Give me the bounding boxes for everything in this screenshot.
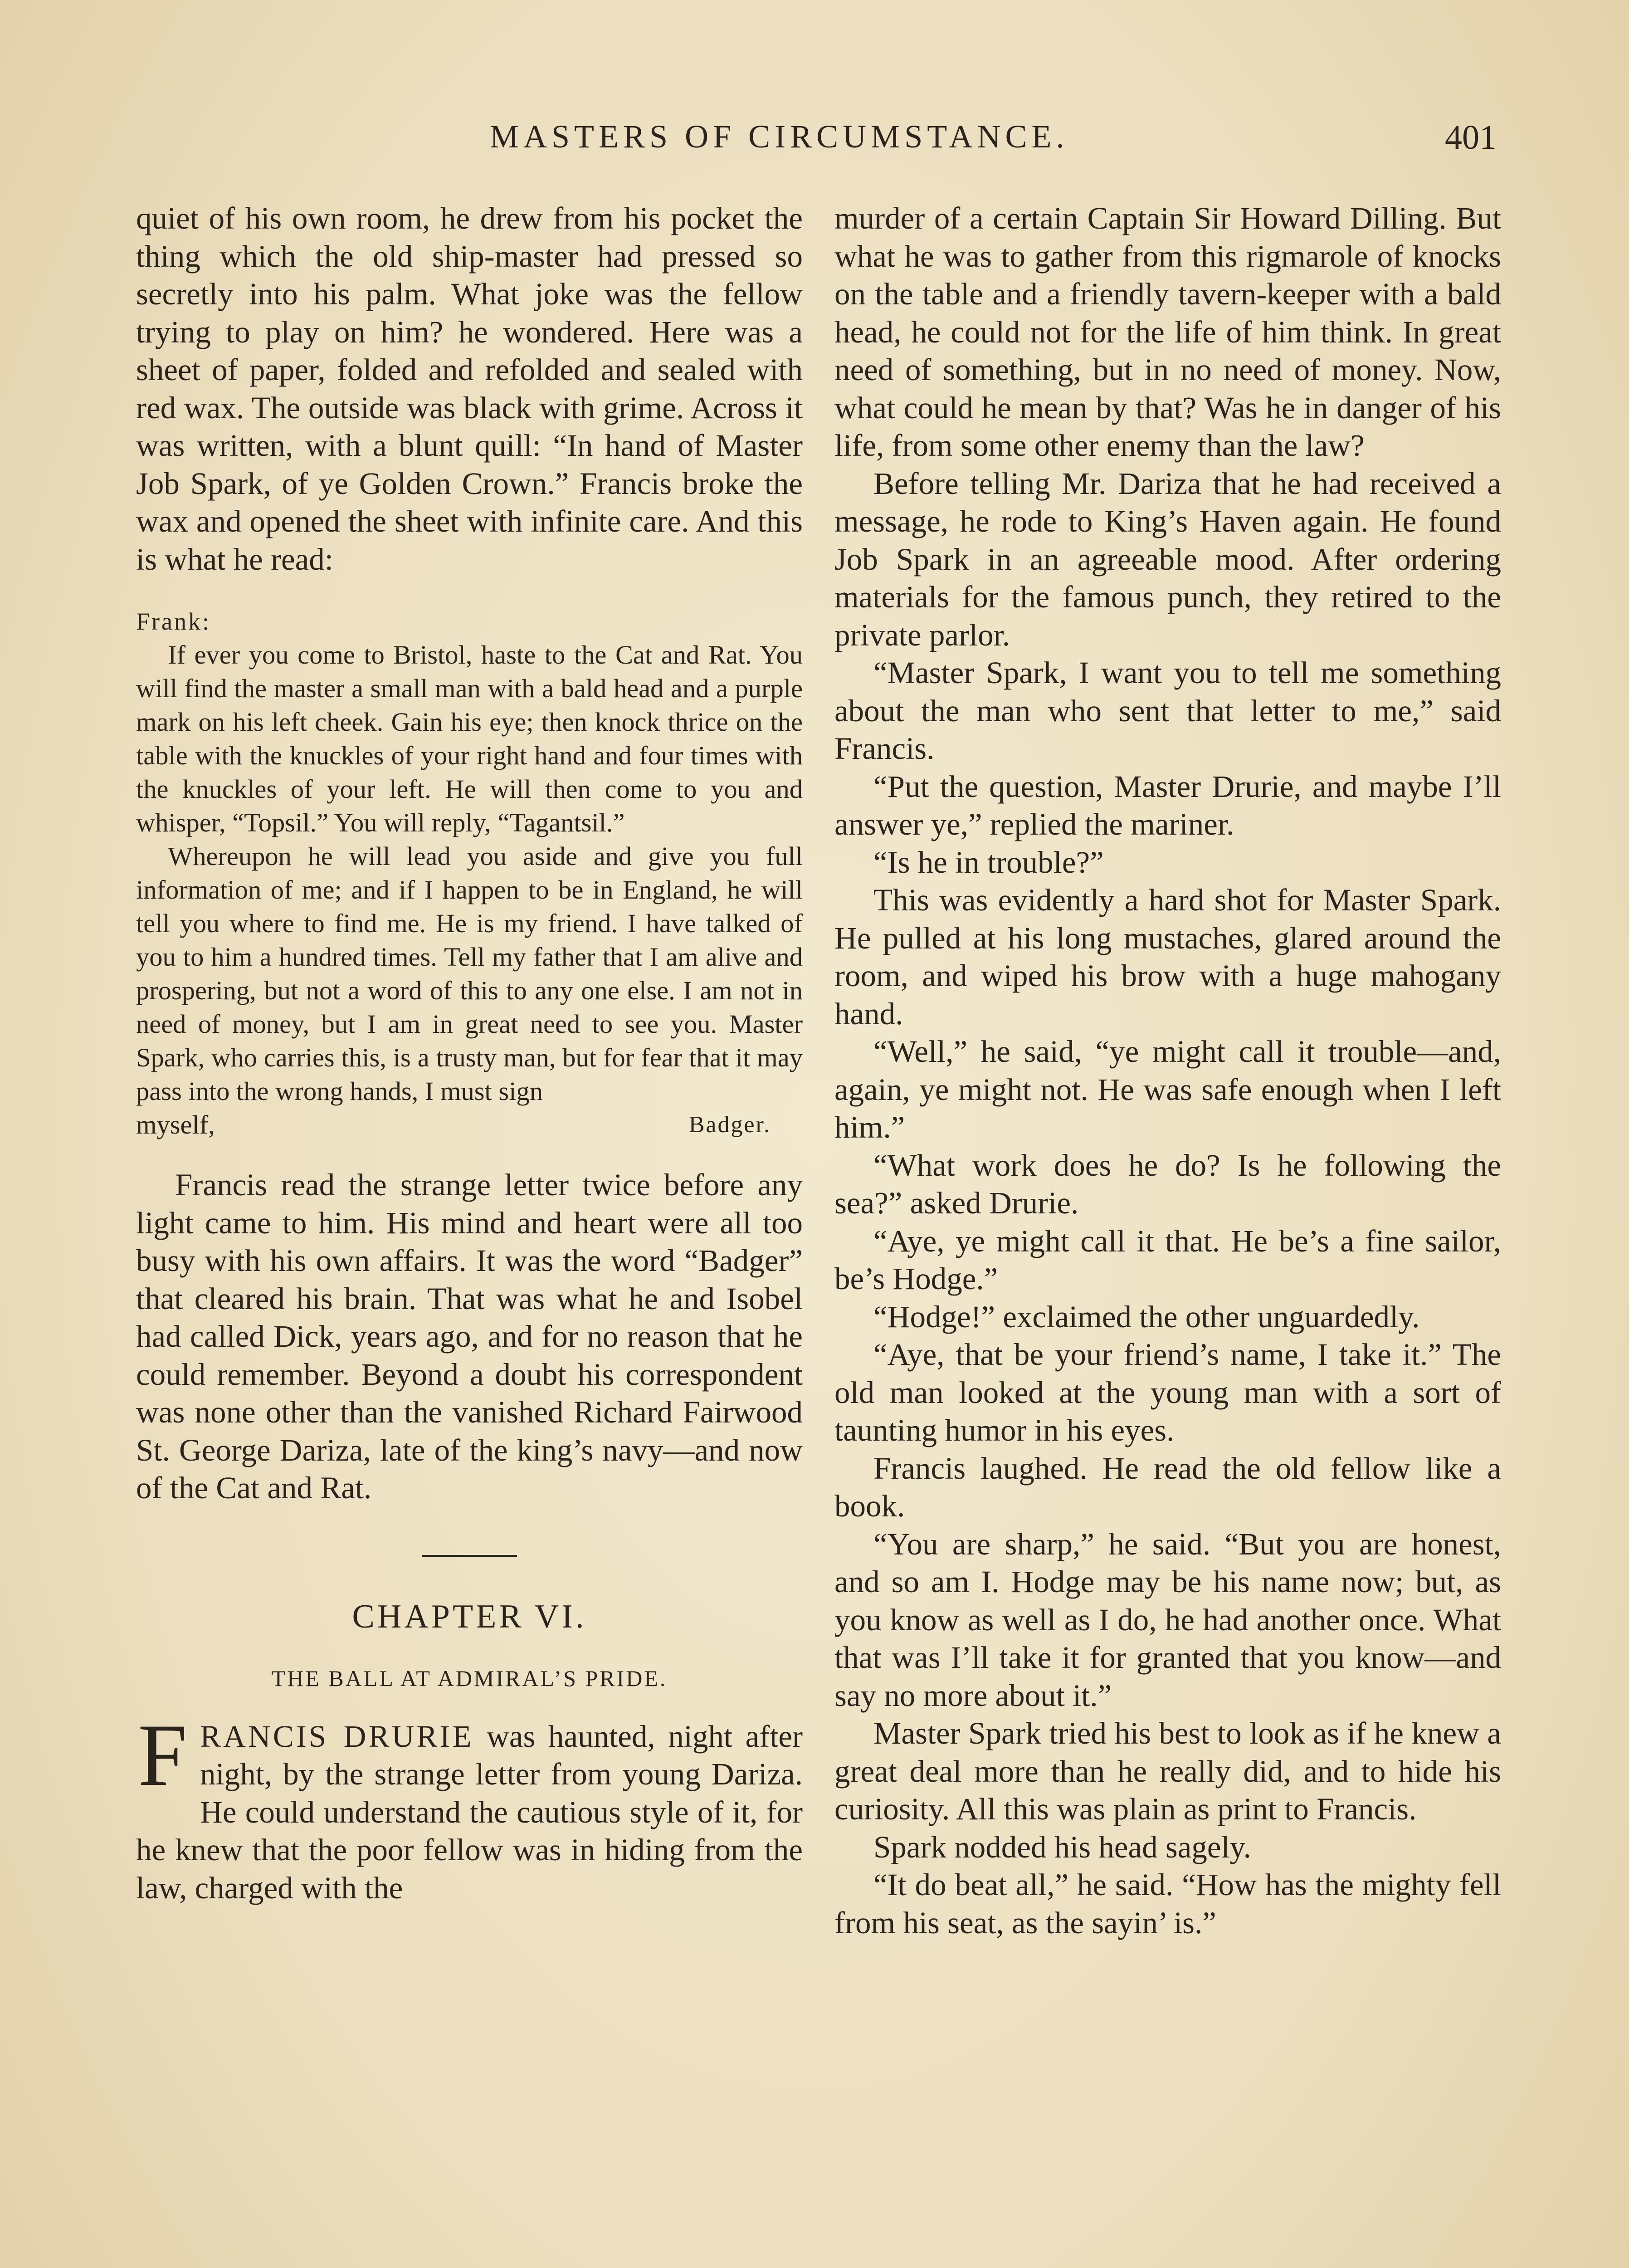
- running-title: MASTERS OF CIRCUMSTANCE.: [490, 118, 1069, 155]
- letter-paragraph: If ever you come to Bristol, haste to the Cat and Rat. You will find the master a small man with a bald head and a purple mark on his left cheek. Gain his eye; then knock thrice on the table with the knuckles of your right hand and four times with the knuckles of your left. He will then come to you and whisper, “Topsil.” You will reply, “Tagantsil.”: [136, 640, 803, 837]
- paragraph: “Well,” he said, “ye might call it trouble—and, again, ye might not. He was safe enough when I left him.”: [834, 1034, 1501, 1144]
- paragraph: “You are sharp,” he said. “But you are honest, and so am I. Hodge may be his name now; but, as you know as well as I do, he had another once. What that was I’ll take it for granted that you know—and say no more about it.”: [834, 1526, 1501, 1713]
- letter-paragraph: Whereupon he will lead you aside and give you full information of me; and if I happen to be in England, he will tell you where to find me. He is my friend. I have talked of you to him a hundred times. Tell my father that I am alive and prospering, but not a word of this to any one else. I am not in need of money, but I am in great need to see you. Master Spark, who carries this, is a trusty man, but for fear that it may pass into the wrong hands, I must sign: [136, 841, 803, 1106]
- paragraph: Francis read the strange letter twice before any light came to him. His mind and heart were all too busy with his own affairs. It was the word “Badger” that cleared his brain. That was what he and Isobel had called Dick, years ago, and for no reason that he could remember. Beyond a doubt his correspondent was none other than the vanished Richard Fairwood St. George Dariza, late of the king’s navy—and now of the Cat and Rat.: [136, 1168, 803, 1505]
- paragraph: “Aye, ye might call it that. He be’s a fine sailor, be’s Hodge.”: [834, 1223, 1501, 1296]
- chapter-heading: CHAPTER VI.: [352, 1598, 587, 1635]
- paragraph: Francis laughed. He read the old fellow like a book.: [834, 1451, 1501, 1523]
- paragraph: Master Spark tried his best to look as if he knew a great deal more than he really did, and to hide his curiosity. All this was plain as print to Francis.: [834, 1716, 1501, 1826]
- letter-closing: [136, 1108, 803, 1142]
- paragraph: quiet of his own room, he drew from his pocket the thing which the old ship-master had pressed so secretly into his palm. What joke was the fellow trying to play on him? he wondered. Here was a sheet of paper, folded and refolded and sealed with red wax. The outside was black with grime. Across it was written, with a blunt quill: “In hand of Master Job Spark, of ye Golden Crown.” Francis broke the wax and opened the sheet with infinite care. And this is what he read:: [136, 201, 803, 577]
- paragraph: “Is he in trouble?”: [873, 845, 1104, 880]
- letter: [136, 605, 803, 1142]
- section-divider: [422, 1555, 517, 1557]
- opening-words: RANCIS DRURIE: [200, 1719, 474, 1754]
- paragraph: Spark nodded his head sagely.: [873, 1829, 1251, 1864]
- page-header: [136, 113, 1497, 172]
- paragraph: murder of a certain Captain Sir Howard Dilling. But what he was to gather from this rigmarole of knocks on the table and a friendly tavern-keeper with a bald head, he could not for the life of him think. In great need of something, but in no need of money. Now, what could he mean by that? Was he in danger of his life, from some other enemy than the law?: [834, 201, 1501, 463]
- chapter-opening-paragraph: [136, 1706, 803, 1907]
- drop-cap: F: [138, 1706, 188, 1804]
- letter-signature: Badger.: [688, 1112, 771, 1138]
- letter-salutation: Frank:: [136, 608, 211, 635]
- left-column: [136, 200, 803, 1907]
- paragraph: “Hodge!” exclaimed the other unguardedly.: [873, 1299, 1420, 1334]
- page-number: 401: [1445, 118, 1497, 156]
- opening-text: was haunted, night after night, by the strange letter from young Dariza. He could understand the cautious style of it, for he knew that the poor fellow was in hiding from the law, charged with the: [136, 1719, 803, 1905]
- paragraph: “Aye, that be your friend’s name, I take it.” The old man looked at the young man with a sort of taunting humor in his eyes.: [834, 1337, 1501, 1447]
- paragraph: “Put the question, Master Drurie, and maybe I’ll answer ye,” replied the mariner.: [834, 769, 1501, 841]
- chapter-subtitle: THE BALL AT ADMIRAL’S PRIDE.: [271, 1665, 668, 1691]
- letter-closing-text: myself,: [136, 1110, 215, 1139]
- right-column: [834, 200, 1501, 1942]
- paragraph: “Master Spark, I want you to tell me something about the man who sent that letter to me,” said Francis.: [834, 655, 1501, 766]
- paragraph: “What work does he do? Is he following the sea?” asked Drurie.: [834, 1148, 1501, 1220]
- paragraph: “It do beat all,” he said. “How has the mighty fell from his seat, as the sayin’ is.”: [834, 1867, 1501, 1940]
- paragraph: This was evidently a hard shot for Master Spark. He pulled at his long mustaches, glared around the room, and wiped his brow with a huge mahogany hand.: [834, 883, 1501, 1031]
- paragraph: Before telling Mr. Dariza that he had received a message, he rode to King’s Haven again. He found Job Spark in an agreeable mood. After ordering materials for the famous punch, they retired to the private parlor.: [834, 466, 1501, 652]
